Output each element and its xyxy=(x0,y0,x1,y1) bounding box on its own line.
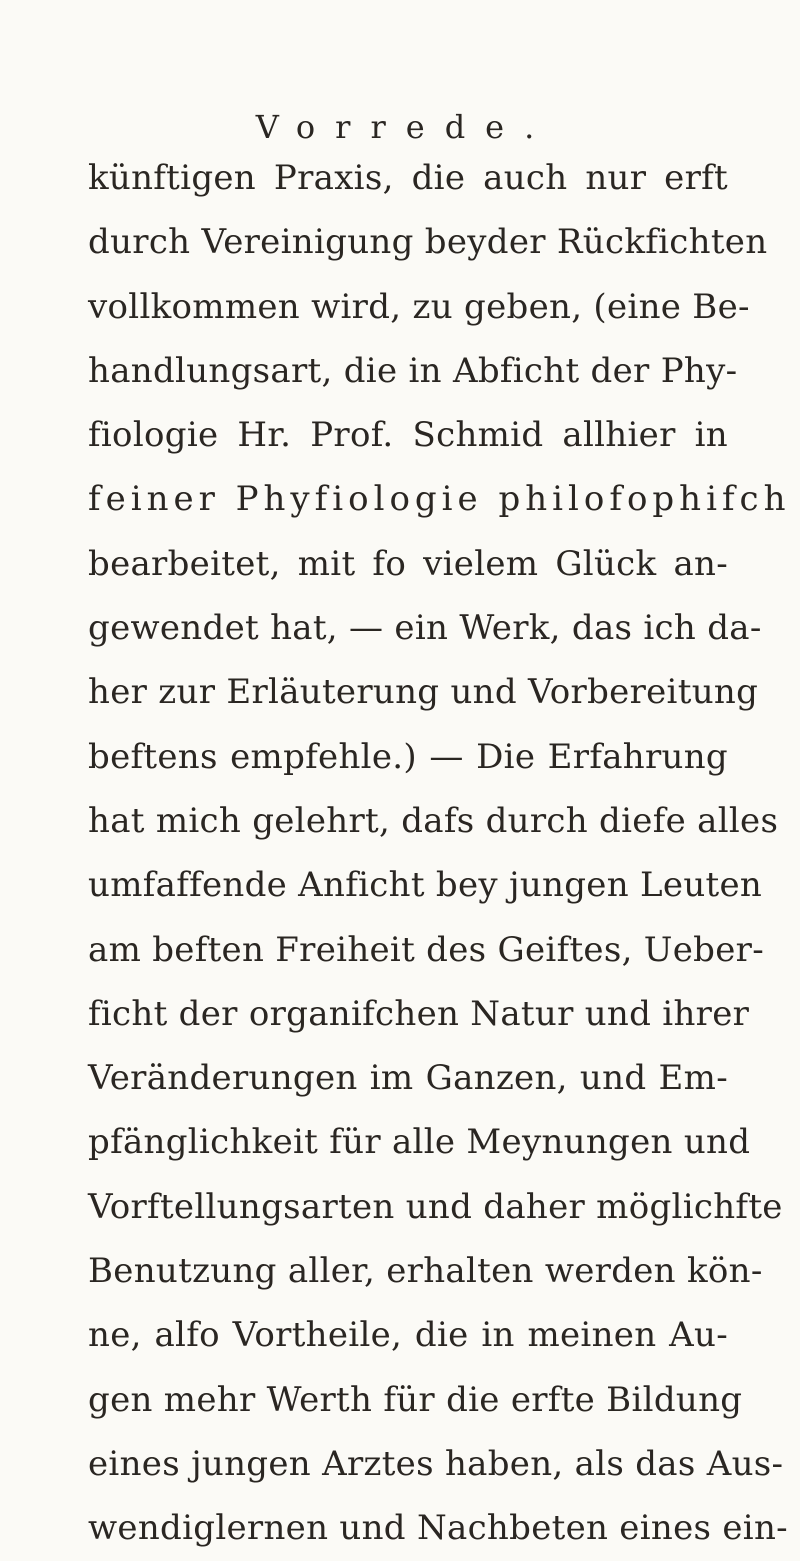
text-line: ficht der organifchen Natur und ihrer xyxy=(88,993,750,1034)
text-line: künftigen Praxis, die auch nur erft xyxy=(88,158,728,198)
text-line: durch Vereinigung beyder Rückfichten xyxy=(88,222,768,263)
text-line: gewendet hat, — ein Werk, das ich da- xyxy=(88,608,762,649)
text-line: Benutzung aller, erhalten werden kön- xyxy=(88,1251,763,1292)
text-line: ne, alfo Vortheile, die in meinen Au- xyxy=(88,1315,728,1356)
text-line: Veränderungen im Ganzen, und Em- xyxy=(88,1058,728,1099)
text-line: Vorftellungsarten und daher möglichfte xyxy=(88,1186,783,1227)
text-line: am beften Freiheit des Geiftes, Ueber- xyxy=(88,929,765,970)
text-line: her zur Erläuterung und Vorbereitung xyxy=(88,672,759,713)
text-line: handlungsart, die in Abficht der Phy- xyxy=(88,350,738,391)
running-header: Vorrede. xyxy=(255,108,555,146)
text-line: gen mehr Werth für die erfte Bildung xyxy=(88,1379,743,1420)
text-line: beftens empfehle.) — Die Erfahrung xyxy=(88,736,728,777)
text-line: fiologie Hr. Prof. Schmid allhier in xyxy=(88,415,728,456)
text-line: vollkommen wird, zu geben, (eine Be- xyxy=(88,286,750,327)
text-line: bearbeitet, mit fo vielem Glück an- xyxy=(88,543,728,584)
text-line: pfänglichkeit für alle Meynungen und xyxy=(88,1122,751,1163)
text-line: hat mich gelehrt, dafs durch diefe alles xyxy=(88,800,779,841)
text-line: umfaffende Anficht bey jungen Leuten xyxy=(88,865,763,906)
text-line: wendiglernen und Nachbeten eines ein- xyxy=(88,1508,788,1549)
text-line: feiner Phyfiologie philofophifch xyxy=(88,479,791,520)
body-text xyxy=(88,146,791,1561)
text-line: eines jungen Arztes haben, als das Aus- xyxy=(88,1443,784,1484)
